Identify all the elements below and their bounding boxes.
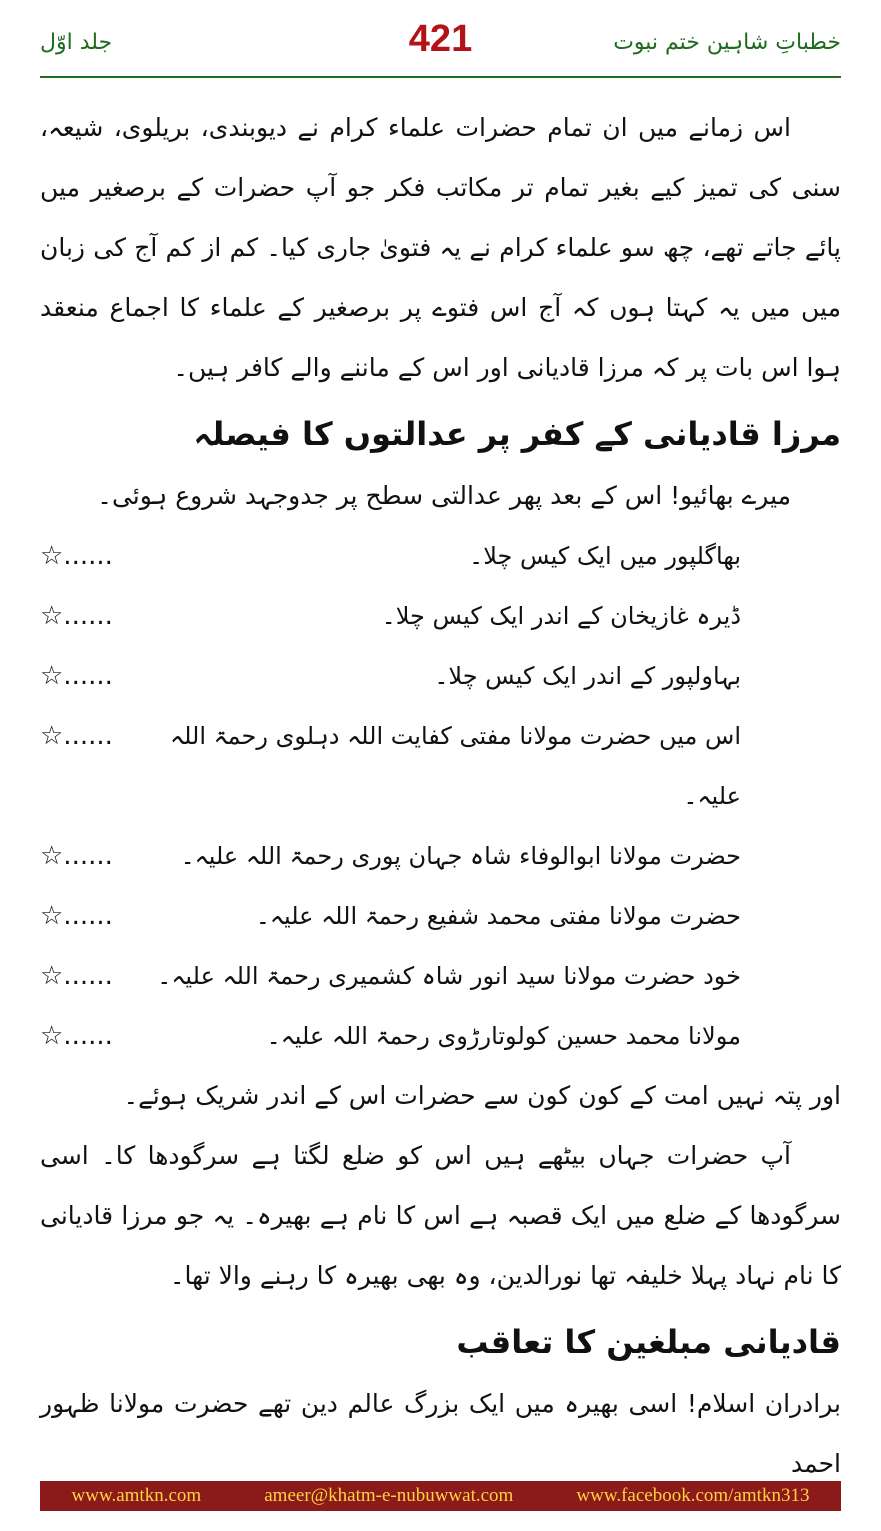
- page-body: [40, 98, 841, 1494]
- list-item: [40, 706, 841, 826]
- list-item: [40, 826, 841, 886]
- page-footer: [40, 1481, 841, 1511]
- star-bullet-icon: ☆......: [40, 901, 113, 931]
- intro-paragraph: میرے بھائیو! اس کے بعد پھر عدالتی سطح پر جدوجہد شروع ہوئی۔: [97, 481, 791, 510]
- star-bullet-icon: ☆......: [40, 961, 113, 991]
- page-header: [40, 18, 841, 68]
- star-bullet-icon: ☆......: [40, 1021, 113, 1051]
- list-item: [40, 946, 841, 1006]
- paragraph-3: آپ حضرات جہاں بیٹھے ہیں اس کو ضلع لگتا ہے سرگودھا کا۔ اسی سرگودھا کے ضلع میں ایک قصبہ ہے اس کا نام ہے بھیرہ۔ یہ جو مرزا قادیانی کا نام نہاد پہلا خلیفہ تھا نورالدین، وہ بھی بھیرہ کا رہنے والا تھا۔: [40, 1141, 841, 1290]
- list-item: [40, 1006, 841, 1066]
- star-bullet-icon: ☆......: [40, 841, 113, 871]
- paragraph-1: اس زمانے میں ان تمام حضرات علماء کرام نے دیوبندی، بریلوی، شیعہ، سنی کی تمیز کیے بغیر تمام تر مکاتب فکر جو آپ حضرات کے برصغیر میں پائے جاتے تھے، چھ سو علماء کرام نے یہ فتویٰ جاری کیا۔ کم از کم آج کی زبان میں میں یہ کہتا ہوں کہ آج اس فتوے پر برصغیر کے علماء کا اجماع منعقد ہوا اس بات پر کہ مرزا قادیانی اور اس کے ماننے والے کافر ہیں۔: [40, 113, 841, 382]
- list-item-text: بھاگلپور میں ایک کیس چلا۔: [469, 542, 741, 570]
- footer-facebook-link[interactable]: www.facebook.com/amtkn313: [576, 1485, 810, 1506]
- paragraph-4: برادران اسلام! اسی بھیرہ میں ایک بزرگ عالم دین تھے حضرت مولانا ظہور احمد: [40, 1389, 841, 1478]
- list-item: [40, 646, 841, 706]
- list-item-text: حضرت مولانا ابوالوفاء شاہ جہان پوری رحمۃ اللہ علیہ۔: [180, 842, 741, 870]
- list-item-text: اس میں حضرت مولانا مفتی کفایت اللہ دہلوی رحمۃ اللہ علیہ۔: [170, 722, 741, 810]
- paragraph-2: اور پتہ نہیں امت کے کون کون سے حضرات اس کے اندر شریک ہوئے۔: [123, 1081, 841, 1110]
- list-item-text: بہاولپور کے اندر ایک کیس چلا۔: [434, 662, 741, 690]
- star-bullet-icon: ☆......: [40, 601, 113, 631]
- star-bullet-icon: ☆......: [40, 661, 113, 691]
- list-item-text: حضرت مولانا مفتی محمد شفیع رحمۃ اللہ علیہ۔: [255, 902, 741, 930]
- volume-label: جلد اوّل: [40, 30, 113, 55]
- star-bullet-icon: ☆......: [40, 721, 113, 751]
- book-title: خطباتِ شاہین ختم نبوت: [613, 30, 841, 55]
- list-item-text: خود حضرت مولانا سید انور شاہ کشمیری رحمۃ اللہ علیہ۔: [157, 962, 741, 990]
- page-number: 421: [408, 18, 473, 60]
- section-heading-courts: مرزا قادیانی کے کفر پر عدالتوں کا فیصلہ: [193, 415, 841, 453]
- list-item-text: ڈیرہ غازیخان کے اندر ایک کیس چلا۔: [381, 602, 741, 630]
- footer-email-link[interactable]: ameer@khatm-e-nubuwwat.com: [264, 1485, 514, 1506]
- header-divider: [40, 76, 841, 78]
- list-item: [40, 886, 841, 946]
- list-item: [40, 586, 841, 646]
- list-item: [40, 526, 841, 586]
- section-heading-pursuit: قادیانی مبلغین کا تعاقب: [456, 1323, 841, 1361]
- footer-website-link[interactable]: www.amtkn.com: [71, 1485, 202, 1506]
- list-item-text: مولانا محمد حسین کولوتارڑوی رحمۃ اللہ علیہ۔: [266, 1022, 741, 1050]
- star-bullet-icon: ☆......: [40, 541, 113, 571]
